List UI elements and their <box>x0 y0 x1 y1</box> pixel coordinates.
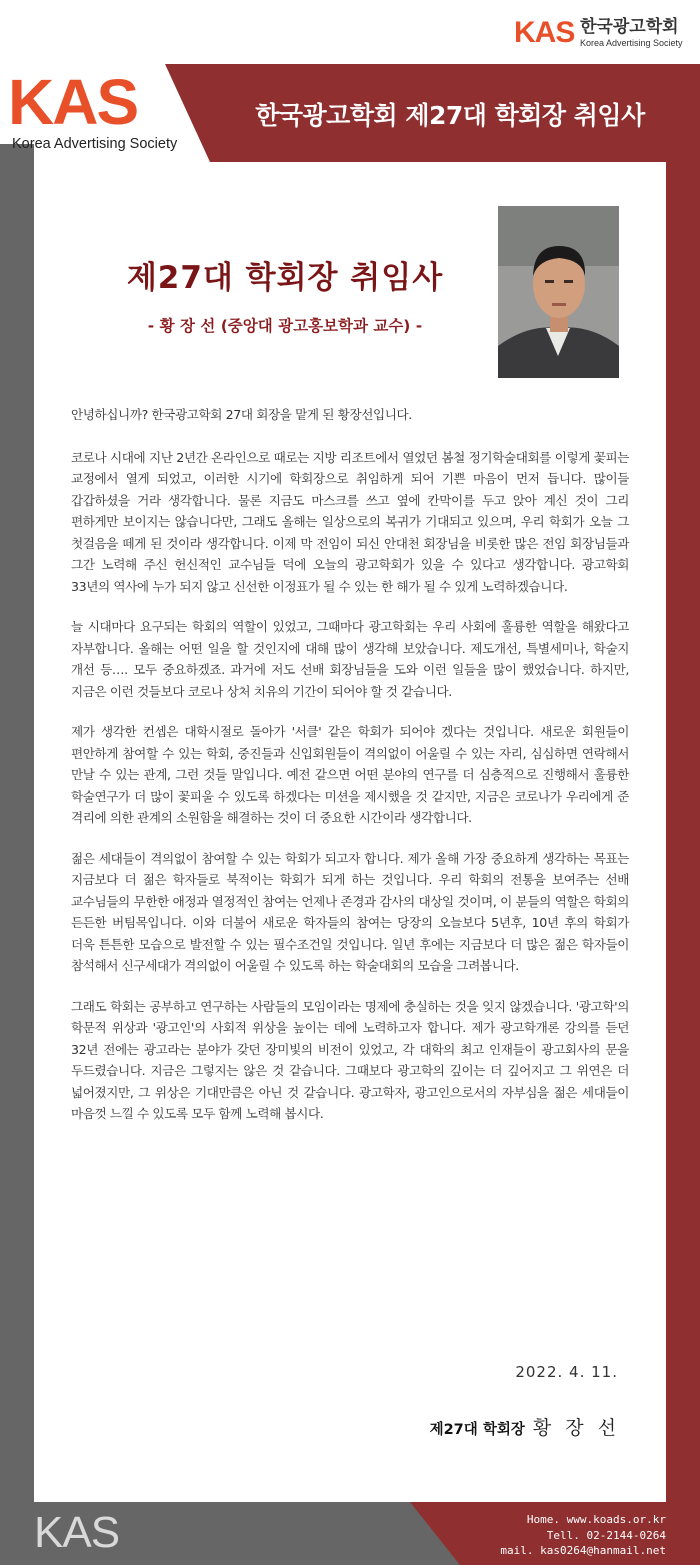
portrait-figure <box>498 206 619 378</box>
header-logo-subtitle: Korea Advertising Society <box>12 136 178 152</box>
document-date: 2022. 4. 11. <box>515 1363 618 1381</box>
document-title: 제27대 학회장 취임사 <box>126 260 444 296</box>
footer-mail-link[interactable]: mail. kas0264@hanmail.net <box>500 1544 666 1557</box>
document-subtitle: - 황 장 선 (중앙대 광고홍보학과 교수) - <box>147 317 423 335</box>
document-body <box>71 404 629 1144</box>
kas-logo-mark: KAS <box>514 16 575 49</box>
header-logo-mark: KAS <box>8 66 138 138</box>
signature-block <box>380 1413 620 1440</box>
right-side-bar <box>666 162 700 1502</box>
kas-logo-english: Korea Advertising Society <box>580 38 683 48</box>
greeting-paragraph: 안녕하십니까? 한국광고학회 27대 회장을 맡게 된 황장선입니다. <box>71 407 412 422</box>
body-paragraph-4: 젊은 세대들이 격의없이 참여할 수 있는 학회가 되고자 합니다. 제가 올해 가장 중요하게 생각하는 목표는 지금보다 더 젊은 학자들로 북적이는 학회가 되게 하는 것입니다. 우리 학회의 전통을 보여주는 선배 교수님들의 무한한 애정과 열정적인 참여는 언제나 존경과 감사의 대상일 것이며, 이 분들의 역할은 학회의 든든한 버팀목입니다. 이와 더불어 새로운 학자들의 참여는 당장의 오늘보다 5년후, 10년 후의 학회가 더욱 튼튼한 모습으로 발전할 수 있는 필수조건일 것입니다. 일년 후에는 지금보다 더 많은 젊은 학자들이 참석해서 신구세대가 격의없이 어울릴 수 있도록 하는 학술대회의 모습을 그려봅니다. <box>71 850 629 973</box>
body-paragraph-1: 코로나 시대에 지난 2년간 온라인으로 때로는 지방 리조트에서 열었던 봄철 정기학술대회를 이렇게 꽃피는 교정에서 열게 되었고, 이러한 시기에 학회장으로 취임하게 되어 기쁜 마음이 먼저 듭니다. 많이들 갑갑하셨을 거라 생각합니다. 물론 지금도 마스크를 쓰고 옆에 칸막이를 두고 앉아 계신 것이 그리 편하게만 보이지는 않습니다만, 그래도 올해는 일상으로의 복귀가 기대되고 있으며, 우리 학회가 오늘 그 첫걸음을 떼게 된 것이라 생각합니다. 이제 막 전임이 되신 안대천 회장님을 비롯한 많은 전임 회장님들과 그간 노력해 주신 헌신적인 교수님들 덕에 오늘의 광고학회가 있을 수 있다고 생각합니다. 광고학회 33년의 역사에 누가 되지 않고 신선한 이정표가 될 수 있는 한 해가 될 수 있게 노력하겠습니다. <box>71 449 629 594</box>
footer-logo-mark: KAS <box>34 1508 120 1557</box>
footer-home-link[interactable]: Home. www.koads.or.kr <box>526 1513 666 1526</box>
signature-title: 제27대 학회장 <box>429 1422 525 1438</box>
footer-tel: Tell. 02-2144-0264 <box>546 1528 666 1542</box>
body-paragraph-5: 그래도 학회는 공부하고 연구하는 사람들의 모임이라는 명제에 충실하는 것을 잊지 않겠습니다. '광고학'의 학문적 위상과 '광고인'의 사회적 위상을 높이는 데에 노력하고자 합니다. 제가 광고학개론 강의를 듣던 32년 전에는 광고라는 분야가 갖던 장미빛의 비전이 있었고, 각 대학의 최고 인재들이 광고회사의 문을 두드렸습니다. 지금은 그렇지는 않은 것 같습니다. 그때보다 광고학의 깊이는 더 깊어지고 그 위연은 더 넓어졌지만, 그 위상은 기대만큼은 아닌 것 같습니다. 광고학자, 광고인으로서의 자부심을 젊은 세대들이 마음껏 느낄 수 있도록 모두 함께 노력해 봅시다. <box>71 998 629 1121</box>
top-logo <box>514 16 694 52</box>
kas-logo-korean: 한국광고학회 <box>580 17 679 37</box>
body-paragraph-3: 제가 생각한 컨셉은 대학시절로 돌아가 '서클' 같은 학회가 되어야 겠다는 것입니다. 새로운 회원들이 편안하게 참여할 수 있는 학회, 중진들과 신입회원들이 격의없이 어울릴 수 있는 자리, 심심하면 연락해서 만날 수 있는 관계, 그런 것들 말입니다. 예전 같으면 어떤 분야의 연구를 더 심층적으로 진행해서 훌륭한 학술연구가 더 많이 꽃피울 수 있도록 하겠다는 미션을 제시했을 것 같지만, 지금은 코로나가 우리에게 준 격리에 의한 관계의 소원함을 해결하는 것이 더 중요한 시간이라 생각합니다. <box>71 724 629 825</box>
signature-name: 황 장 선 <box>532 1417 620 1439</box>
left-side-bar <box>0 162 34 1502</box>
portrait-photo <box>498 206 619 378</box>
footer-contact <box>500 1512 666 1559</box>
header-title: 한국광고학회 제27대 학회장 취임사 <box>255 101 645 130</box>
body-paragraph-2: 늘 시대마다 요구되는 학회의 역할이 있었고, 그때마다 광고학회는 우리 사회에 훌륭한 역할을 해왔다고 자부합니다. 올해는 어떤 일을 할 것인지에 대해 많이 생각해 보았습니다. 제도개선, 특별세미나, 학술지 개선 등…. 모두 중요하겠죠. 과거에 저도 선배 회장님들을 도와 이런 일들을 많이 했었습니다. 하지만, 지금은 이런 것들보다 코로나 상처 치유의 기간이 되어야 할 것 같습니다. <box>71 619 629 699</box>
